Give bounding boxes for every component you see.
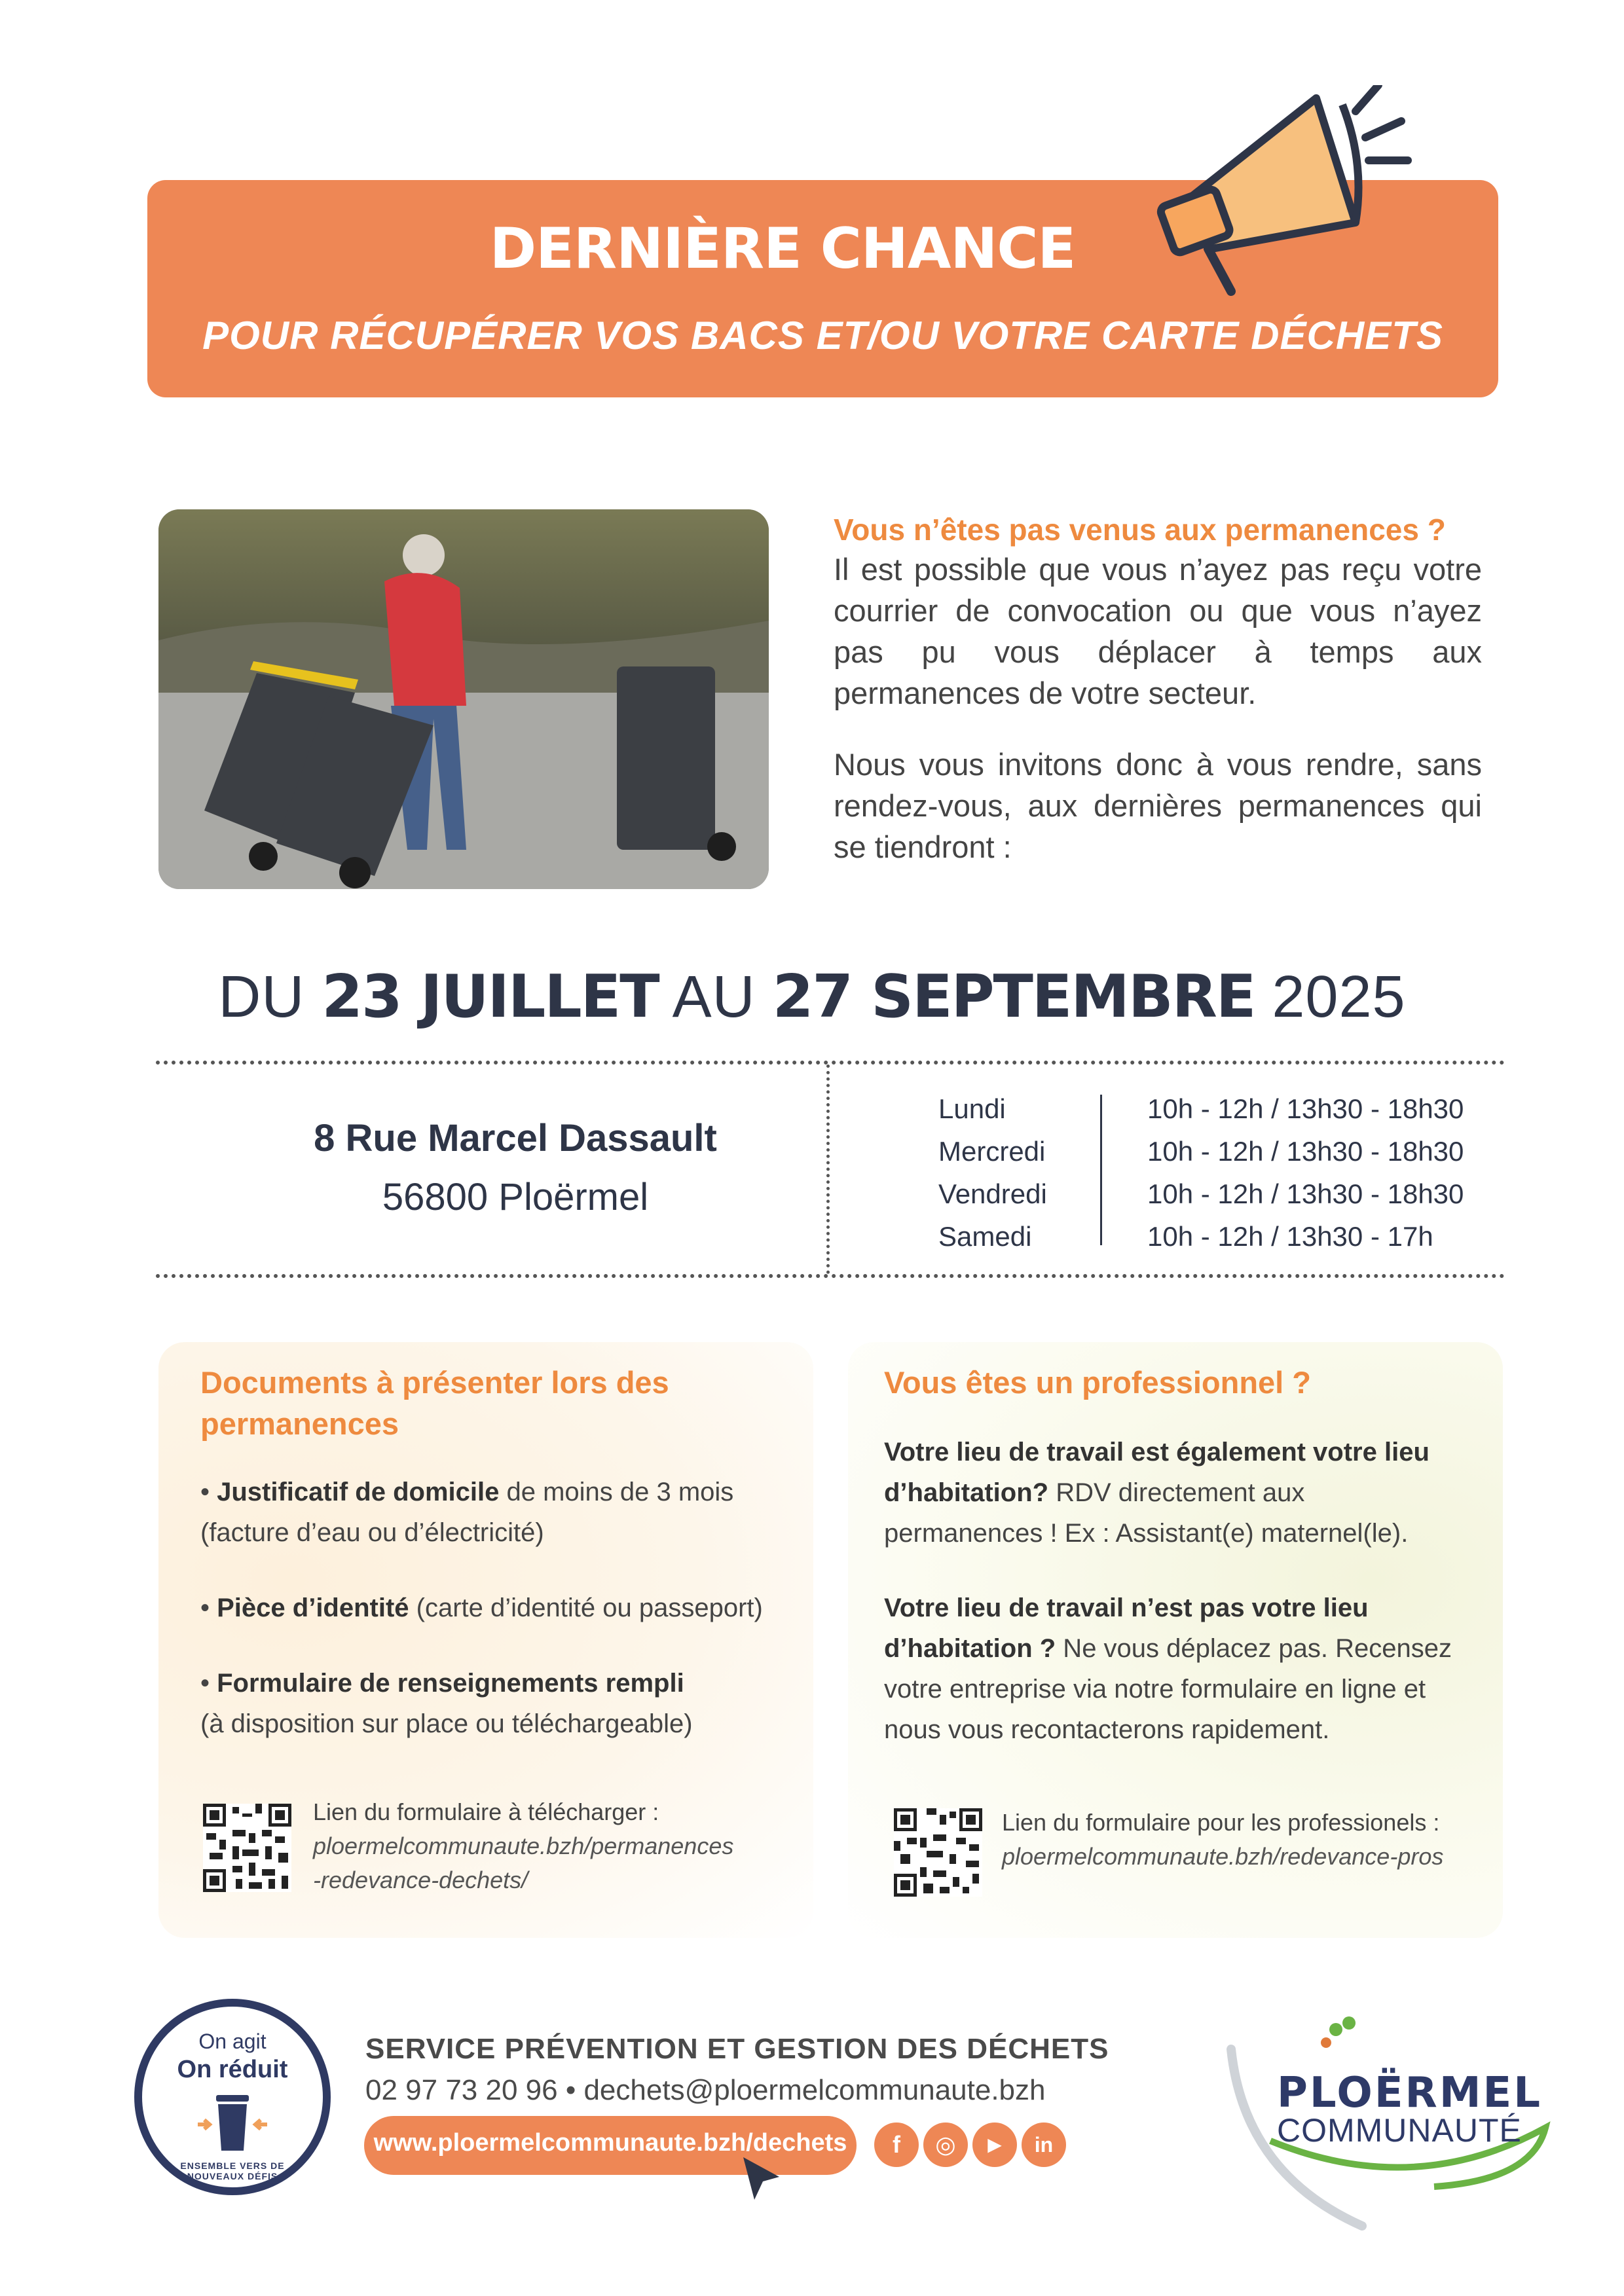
intro-paragraph-2: Nous vous invitons donc à vous rendre, sans rendez-vous, aux dernières permanences qui se tiendront : [834, 747, 1482, 864]
badge-line-2: On réduit [177, 2056, 288, 2083]
documents-item-3: • Formulaire de renseignements rempli (à disposition sur place ou téléchargeable) [200, 1669, 693, 1738]
website-link[interactable]: www.ploermelcommunaute.bzh/dechets [373, 2129, 847, 2157]
schedule-day: Lundi [938, 1093, 1006, 1124]
date-middle: AU [672, 964, 756, 1030]
address-street: 8 Rue Marcel Dassault [314, 1117, 717, 1159]
divider-top [156, 1061, 1505, 1065]
facebook-icon[interactable]: f [874, 2123, 919, 2167]
divider-vertical [826, 1065, 830, 1274]
date-end: 27 SEPTEMBRE [772, 962, 1255, 1031]
professional-title: Vous êtes un professionnel ? [884, 1365, 1312, 1400]
professional-paragraph-1: Votre lieu de travail est également votre lieu d’habitation? RDV directement aux permanences ! Ex : Assistant(e) maternel(le). [884, 1438, 1430, 1548]
people-with-waste-bins-photo [158, 509, 769, 889]
badge-line-1: On agit [198, 2030, 267, 2053]
schedule-day: Vendredi [938, 1178, 1047, 1209]
intro-paragraph-1: Il est possible que vous n’ayez pas reçu votre courrier de convocation ou que vous n’ayez pas pu vous déplacer à temps aux permanences de votre secteur. [834, 552, 1482, 710]
intro-question: Vous n’êtes pas venus aux permanences ? [834, 513, 1446, 547]
date-range [0, 962, 1624, 1031]
instagram-icon[interactable]: ◎ [923, 2123, 968, 2167]
date-year: 2025 [1272, 964, 1406, 1030]
qr-code-icon[interactable] [894, 1808, 982, 1897]
professional-paragraph-2: Votre lieu de travail n’est pas votre lieu d’habitation ? Ne vous déplacez pas. Recensez votre entreprise via notre formulaire en ligne et nous vous recontacterons rapidement. [884, 1594, 1452, 1744]
qr-code-icon[interactable] [203, 1804, 291, 1892]
trash-bin-icon [196, 2088, 268, 2154]
linkedin-icon[interactable]: in [1022, 2123, 1066, 2167]
schedule-day: Mercredi [938, 1136, 1046, 1167]
schedule-hours: 10h - 12h / 13h30 - 18h30 [1147, 1093, 1464, 1124]
megaphone-icon [1139, 85, 1428, 301]
professional-link[interactable]: Lien du formulaire pour les professionels : ploermelcommunaute.bzh/redevance-pros [1002, 1809, 1444, 1870]
documents-link[interactable]: Lien du formulaire à télécharger : ploermelcommunaute.bzh/permanences -redevance-dechets/ [313, 1798, 734, 1893]
schedule-hours: 10h - 12h / 13h30 - 18h30 [1147, 1136, 1464, 1167]
schedule-hours: 10h - 12h / 13h30 - 17h [1147, 1221, 1433, 1252]
schedule-day: Samedi [938, 1221, 1032, 1252]
banner-subtitle: POUR RÉCUPÉRER VOS BACS ET/OU VOTRE CARTE DÉCHETS [202, 314, 1443, 357]
schedule-hours: 10h - 12h / 13h30 - 18h30 [1147, 1178, 1464, 1209]
banner-title: DERNIÈRE CHANCE [489, 216, 1076, 282]
service-contact[interactable]: 02 97 73 20 96 • dechets@ploermelcommunaute.bzh [365, 2074, 1046, 2106]
address-city: 56800 Ploërmel [382, 1176, 649, 1218]
badge-ring-text: ENSEMBLE VERS DE NOUVEAUX DÉFIS [180, 2160, 285, 2181]
logo-line-2: COMMUNAUTÉ [1277, 2112, 1522, 2149]
youtube-icon[interactable]: ▶ [972, 2123, 1017, 2167]
cursor-icon [740, 2154, 786, 2203]
divider-bottom [156, 1274, 1505, 1278]
documents-item-2: • Pièce d’identité (carte d’identité ou passeport) [200, 1594, 763, 1622]
documents-item-1: • Justificatif de domicile de moins de 3 mois (facture d’eau ou d’électricité) [200, 1478, 734, 1547]
logo-line-1: PLOËRMEL [1277, 2069, 1542, 2117]
date-prefix: DU [218, 964, 305, 1030]
service-title: SERVICE PRÉVENTION ET GESTION DES DÉCHETS [365, 2033, 1109, 2065]
date-start: 23 JUILLET [322, 962, 659, 1031]
documents-title: Documents à présenter lors des permanences [200, 1365, 669, 1441]
